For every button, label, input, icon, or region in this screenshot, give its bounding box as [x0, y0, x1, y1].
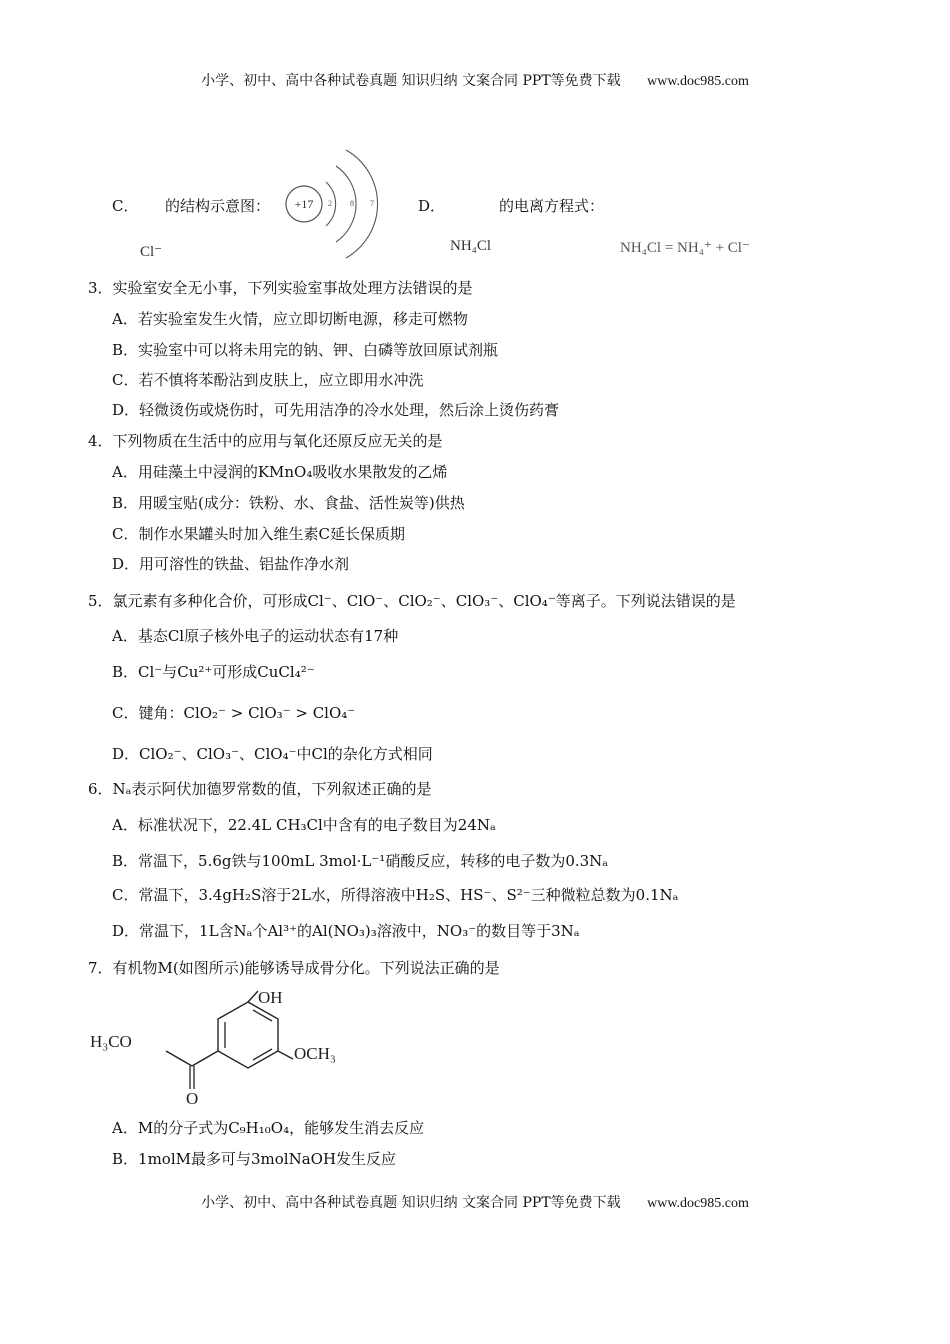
q5-option-d: D．ClO₂⁻、ClO₃⁻、ClO₄⁻中Cl的杂化方式相同 [112, 745, 433, 763]
q4-option-d: D．用可溶性的铁盐、铝盐作净水剂 [112, 555, 350, 573]
q3-option-c: C．若不慎将苯酚沾到皮肤上，应立即用水冲洗 [112, 371, 424, 389]
q7-stem: 7．有机物M(如图所示)能够诱导成骨分化。下列说法正确的是 [88, 959, 500, 977]
q6-option-c: C．常温下，3.4gH₂S溶于2L水，所得溶液中H₂S、HS⁻、S²⁻三种微粒总数为0.1Nₐ [112, 886, 679, 904]
spacer-line-4 [168, 1051, 218, 1069]
carbonyl-o-label: O [186, 1089, 199, 1105]
q3-stem: 3．实验室安全无小事，下列实验室事故处理方法错误的是 [88, 279, 473, 297]
option-c-species: Cl⁻ [140, 244, 163, 260]
oh-label: OH [258, 988, 283, 1007]
q6-option-d: D．常温下，1L含Nₐ个Al³⁺的Al(NO₃)₃溶液中，NO₃⁻的数目等于3Nₐ [112, 922, 580, 940]
och3-bond [278, 1051, 293, 1059]
page-header [0, 70, 950, 90]
q7-option-b: B．1molM最多可与3molNaOH发生反应 [112, 1150, 397, 1168]
q4-option-c: C．制作水果罐头时加入维生素C延长保质期 [112, 525, 405, 543]
carbonyl-to-o-bond [166, 1051, 192, 1066]
shell-count-2: 8 [350, 199, 354, 208]
header-site: www.doc985.com [647, 74, 749, 89]
option-d-label: D． [418, 197, 446, 215]
q6-stem: 6．Nₐ表示阿伏加德罗常数的值，下列叙述正确的是 [88, 780, 432, 798]
q5-option-b: B．Cl⁻与Cu²⁺可形成CuCl₄²⁻ [112, 663, 315, 681]
h3co-label: H₃CO [90, 1032, 132, 1051]
spacer-line-2 [168, 1051, 218, 1065]
spacer-line-6 [168, 1051, 218, 1071]
footer-text: 小学、初中、高中各种试卷真题 知识归纳 文案合同 PPT等免费下载 [201, 1195, 621, 1211]
footer-site: www.doc985.com [647, 1196, 749, 1211]
atom-structure-diagram [280, 140, 390, 270]
option-d-text: 的电离方程式： [499, 197, 605, 215]
q7-option-a: A．M的分子式为C₉H₁₀O₄，能够发生消去反应 [112, 1119, 425, 1137]
option-d-equation: NH₄Cl = NH₄⁺ + Cl⁻ [620, 240, 750, 256]
och3-label: OCH₃ [294, 1044, 336, 1063]
spacer-line-7 [168, 1051, 218, 1071]
q5-stem: 5．氯元素有多种化合价，可形成Cl⁻、ClO⁻、ClO₂⁻、ClO₃⁻、ClO₄⁻等离子。下列说法错误的是 [88, 592, 736, 610]
option-c-label: C． [112, 197, 139, 215]
spacer-line-5 [168, 1051, 218, 1069]
q3-option-a: A．若实验室发生火情，应立即切断电源，移走可燃物 [112, 310, 468, 328]
nucleus-charge: +17 [294, 197, 314, 211]
benzene-ring [218, 1002, 278, 1068]
q4-option-b: B．用暖宝贴(成分：铁粉、水、食盐、活性炭等)供热 [112, 494, 465, 512]
oh-bond [248, 991, 258, 1002]
option-d-species: NH₄Cl [450, 238, 492, 254]
q5-option-a: A．基态Cl原子核外电子的运动状态有17种 [112, 627, 399, 645]
option-c-row [112, 196, 138, 216]
q3-option-b: B．实验室中可以将未用完的钠、钾、白磷等放回原试剂瓶 [112, 341, 499, 359]
molecule-structure-m [88, 985, 348, 1105]
page-footer [0, 1192, 950, 1212]
q5-option-c: C．键角：ClO₂⁻ > ClO₃⁻ > ClO₄⁻ [112, 704, 356, 722]
q6-option-b: B．常温下，5.6g铁与100mL 3mol·L⁻¹硝酸反应，转移的电子数为0.3Nₐ [112, 852, 609, 870]
q3-option-d: D．轻微烫伤或烧伤时，可先用洁净的冷水处理，然后涂上烫伤药膏 [112, 401, 560, 419]
double-bond-2 [253, 1049, 272, 1060]
q4-stem: 4．下列物质在生活中的应用与氧化还原反应无关的是 [88, 432, 443, 450]
option-c-text: 的结构示意图： [165, 197, 271, 215]
header-text: 小学、初中、高中各种试卷真题 知识归纳 文案合同 PPT等免费下载 [201, 73, 621, 89]
shell-count-3: 7 [370, 199, 374, 208]
ring-to-carbonyl-bond [192, 1051, 218, 1066]
q4-option-a: A．用硅藻土中浸润的KMnO₄吸收水果散发的乙烯 [112, 463, 448, 481]
q6-option-a: A．标准状况下，22.4L CH₃Cl中含有的电子数目为24Nₐ [112, 816, 496, 834]
shell-count-1: 2 [328, 199, 332, 208]
double-bond-1 [253, 1010, 272, 1021]
